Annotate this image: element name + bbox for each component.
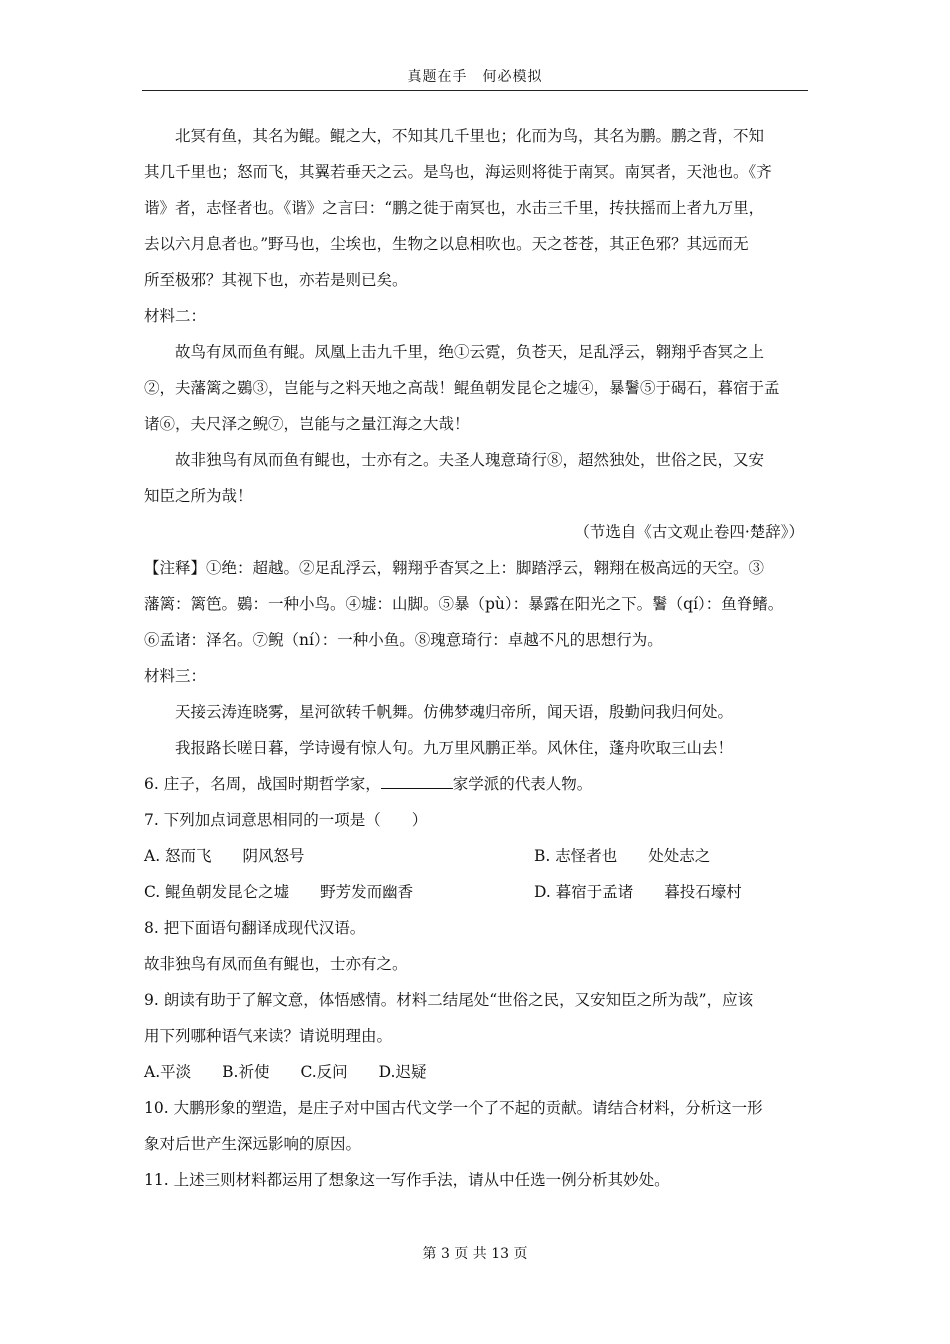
question-10: 10. 大鹏形象的塑造，是庄子对中国古代文学一个了不起的贡献。请结合材料，分析这一形: [144, 1099, 763, 1117]
document-body: [144, 118, 808, 1198]
question-6-prefix: 6. 庄子，名周，战国时期哲学家，: [144, 775, 381, 793]
material2-line: 诸⑥，夫尺泽之鲵⑦，岂能与之量江海之大哉！: [144, 415, 470, 433]
poem-line: 天接云涛连晓雾，星河欲转千帆舞。仿佛梦魂归帝所，闻天语，殷勤问我归何处。: [175, 703, 734, 721]
question-8: 8. 把下面语句翻译成现代汉语。: [144, 919, 366, 937]
option-b: B. 志怪者也 处处志之: [534, 847, 711, 865]
page-header: 真题在手 何必模拟: [407, 69, 543, 85]
question-6: [144, 766, 808, 802]
material1-line: 其几千里也；怒而飞，其翼若垂天之云。是鸟也，海运则将徙于南冥。南冥者，天池也。《齐: [144, 163, 772, 181]
answer-blank[interactable]: [381, 770, 453, 789]
material2-line: 知臣之所为哉！: [144, 487, 253, 505]
question-7: 7. 下列加点词意思相同的一项是（ ）: [144, 811, 428, 829]
material2-line: 故非独鸟有凤而鱼有鲲也，士亦有之。夫圣人瑰意琦行⑧，超然独处，世俗之民，又安: [175, 451, 765, 469]
material1-line: 所至极邪？其视下也，亦若是则已矣。: [144, 271, 408, 289]
question-9-options: A.平淡 B.祈使 C.反问 D.迟疑: [144, 1063, 427, 1081]
material1-line: 去以六月息者也。”野马也，尘埃也，生物之以息相吹也。天之苍苍，其正色邪？其远而无: [144, 235, 749, 253]
question-9-cont: 用下列哪种语气来读？请说明理由。: [144, 1027, 393, 1045]
question-11: 11. 上述三则材料都运用了想象这一写作手法，请从中任选一例分析其妙处。: [144, 1171, 670, 1189]
question-7-options-row: [144, 838, 808, 874]
option-d: D. 暮宿于孟诸 暮投石壕村: [534, 883, 742, 901]
question-10-cont: 象对后世产生深远影响的原因。: [144, 1135, 362, 1153]
page-number: 第 3 页 共 13 页: [422, 1246, 528, 1262]
material3-label: 材料三：: [144, 667, 207, 685]
header-divider: [142, 90, 808, 91]
question-6-suffix: 家学派的代表人物。: [452, 775, 593, 793]
material1-line: 北冥有鱼，其名为鲲。鲲之大，不知其几千里也；化而为鸟，其名为鹏。鹏之背，不知: [175, 127, 765, 145]
option-c: C. 鲲鱼朝发昆仑之墟 野芳发而幽香: [144, 883, 414, 901]
option-a: A. 怒而飞 阴风怒号: [144, 847, 305, 865]
poem-line: 我报路长嗟日暮，学诗谩有惊人句。九万里风鹏正举。风休住，蓬舟吹取三山去！: [175, 739, 734, 757]
material2-source: （节选自《古文观止卷四·楚辞》）: [574, 523, 804, 541]
question-8-text: 故非独鸟有凤而鱼有鲲也，士亦有之。: [144, 955, 408, 973]
material2-label: 材料二：: [144, 307, 207, 325]
material2-line: 故鸟有凤而鱼有鲲。凤凰上击九千里，绝①云霓，负苍天，足乱浮云，翱翔乎杳冥之上: [175, 343, 765, 361]
question-7-options-row: [144, 874, 808, 910]
notes-line: 藩篱：篱笆。鷃：一种小鸟。④墟：山脚。⑤暴（pù）：暴露在阳光之下。鬐（qí）：鱼脊鳍。: [144, 595, 784, 613]
notes-line: 【注释】①绝：超越。②足乱浮云，翱翔乎杳冥之上：脚踏浮云，翱翔在极高远的天空。③: [144, 559, 765, 577]
notes-line: ⑥孟诸：泽名。⑦鲵（ní）：一种小鱼。⑧瑰意琦行：卓越不凡的思想行为。: [144, 631, 663, 649]
material2-line: ②，夫藩篱之鷃③，岂能与之料天地之高哉！鲲鱼朝发昆仑之墟④，暴鬐⑤于碣石，暮宿于孟: [144, 379, 780, 397]
question-9: 9. 朗读有助于了解文意，体悟感情。材料二结尾处“世俗之民，又安知臣之所为哉”，应该: [144, 991, 754, 1009]
material1-line: 谐》者，志怪者也。《谐》之言曰：“鹏之徙于南冥也，水击三千里，抟扶摇而上者九万里，: [144, 199, 765, 217]
